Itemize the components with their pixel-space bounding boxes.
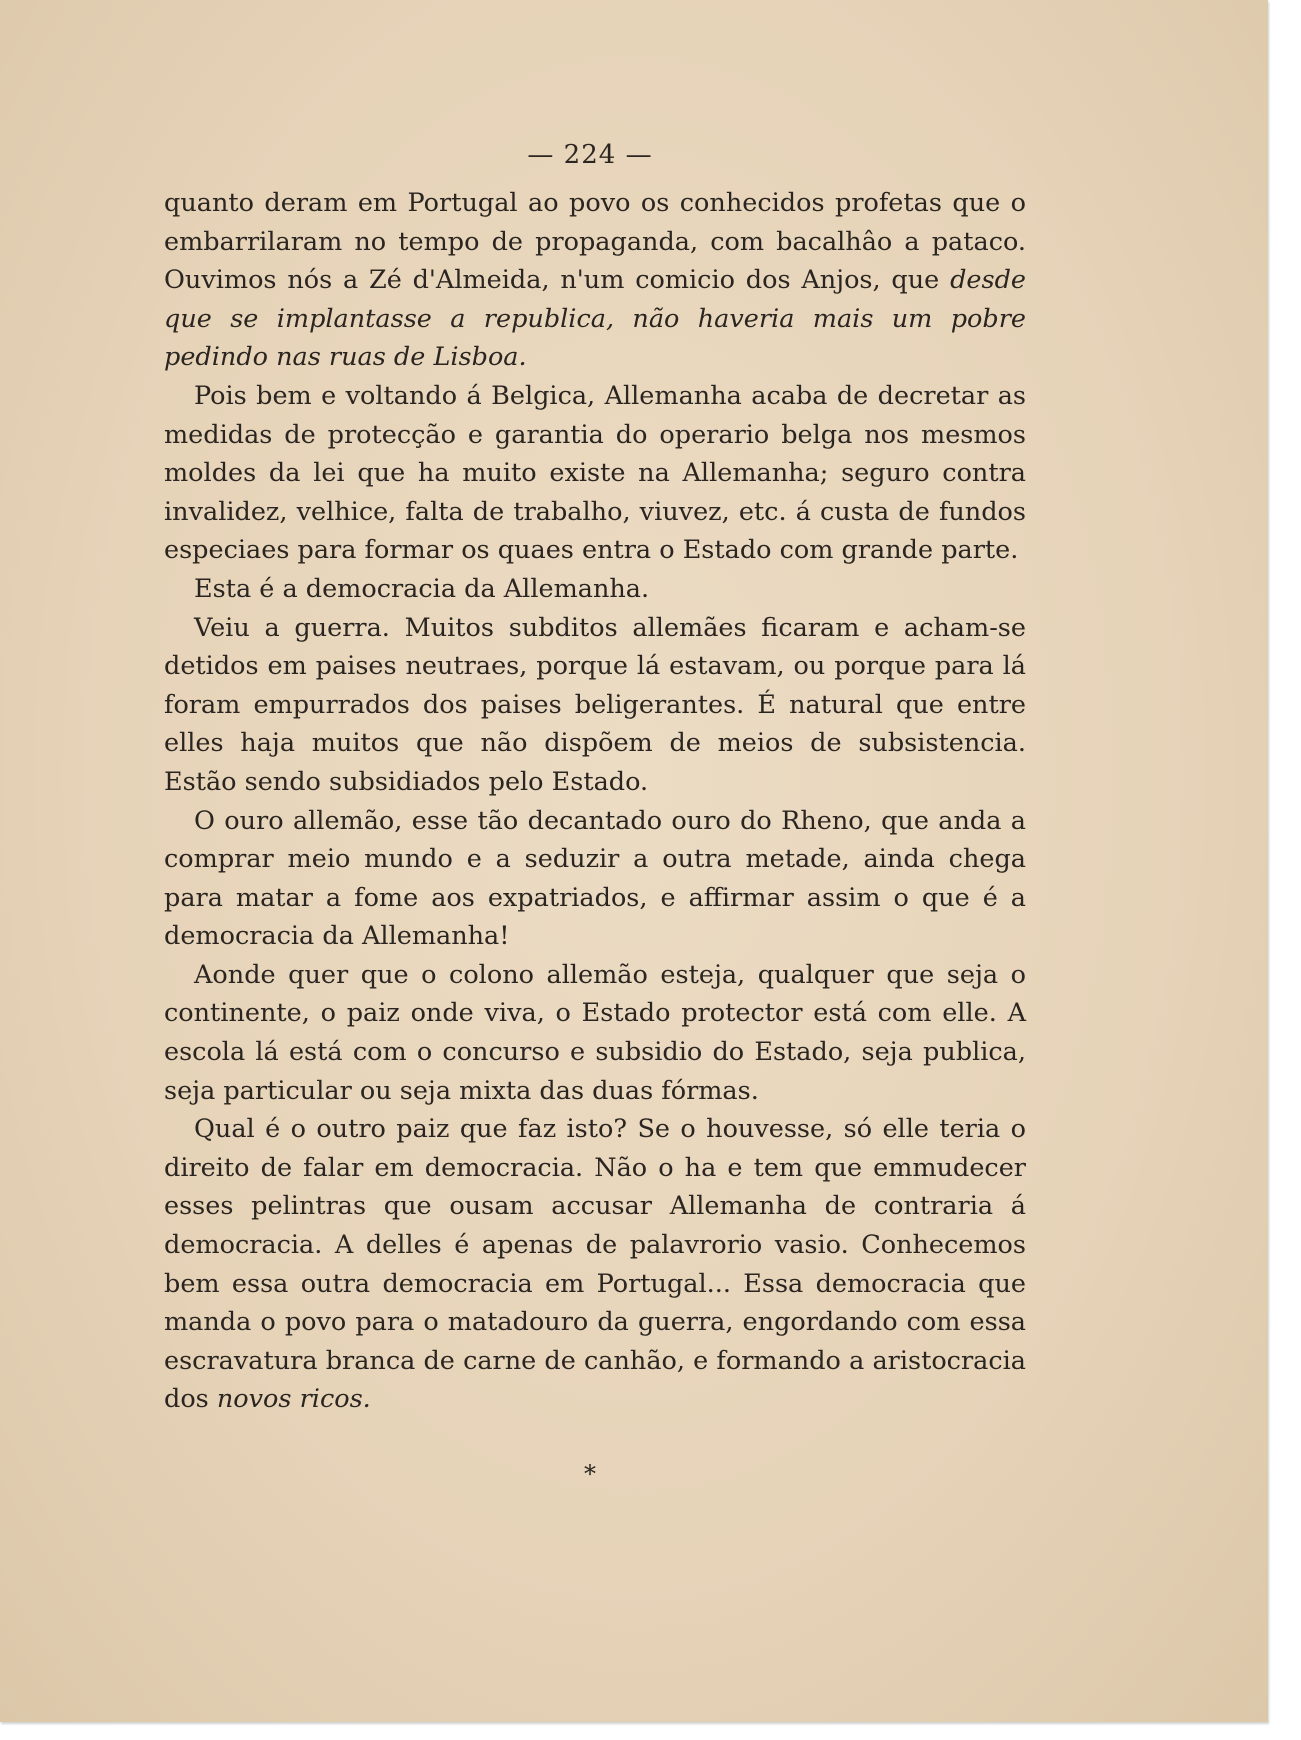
text-run: Veiu a guerra. Muitos subditos allemães ficaram e acham-se detidos em paises neutraes, porque lá estavam, ou porque para lá foram empurrados dos paises beligerantes. É natural que entre elles haja muitos que não dispõem de meios de subsistencia. Estão sendo subsidiados pelo Estado.	[164, 612, 1026, 797]
italic-text: desde que se implantasse a republica, não haveria mais um pobre pedindo nas ruas de Lisboa.	[164, 265, 1026, 373]
paragraph	[164, 802, 1026, 956]
paragraph	[164, 570, 1026, 609]
text-run: O ouro allemão, esse tão decantado ouro do Rheno, que anda a comprar meio mundo e a seduzir a outra metade, ainda chega para matar a fome aos expatriados, e affirmar assim o que é a democracia da Allemanha!	[164, 805, 1026, 952]
paragraph	[164, 184, 1026, 377]
paragraph	[164, 956, 1026, 1110]
page-number: — 224 —	[527, 140, 653, 170]
body-text	[164, 184, 1026, 1419]
section-end-mark: *	[584, 1460, 596, 1488]
text-run: Aonde quer que o colono allemão esteja, qualquer que seja o continente, o paiz onde viva, o Estado protector está com elle. A escola lá está com o concurso e subsidio do Estado, seja publica, seja particular ou seja mixta das duas fórmas.	[164, 959, 1026, 1106]
text-run: quanto deram em Portugal ao povo os conhecidos profetas que o embarrilaram no tempo de propaganda, com bacalhâo a pataco. Ouvimos nós a Zé d'Almeida, n'um comicio dos Anjos, que	[164, 188, 1026, 296]
text-run: Qual é o outro paiz que faz isto? Se o houvesse, só elle teria o direito de falar em democracia. Não o ha e tem que emmudecer esses pelintras que ousam accusar Allemanha de contraria á democracia. A delles é apenas de palavrorio vasio. Conhecemos bem essa outra democracia em Portugal... Essa democracia que manda o povo para o matadouro da guerra, engordando com essa escravatura branca de carne de canhão, e formando a aristocracia dos	[164, 1114, 1026, 1415]
paragraph	[164, 1110, 1026, 1419]
text-run: Pois bem e voltando á Belgica, Allemanha acaba de decretar as medidas de protecção e garantia do operario belga nos mesmos moldes da lei que ha muito existe na Allemanha; seguro contra invalidez, velhice, falta de trabalho, viuvez, etc. á custa de fundos especiaes para formar os quaes entra o Estado com grande parte.	[164, 380, 1026, 566]
italic-text: novos ricos.	[216, 1384, 371, 1415]
text-run: Esta é a democracia da Allemanha.	[194, 573, 650, 604]
paragraph	[164, 377, 1026, 570]
paragraph	[164, 609, 1026, 802]
